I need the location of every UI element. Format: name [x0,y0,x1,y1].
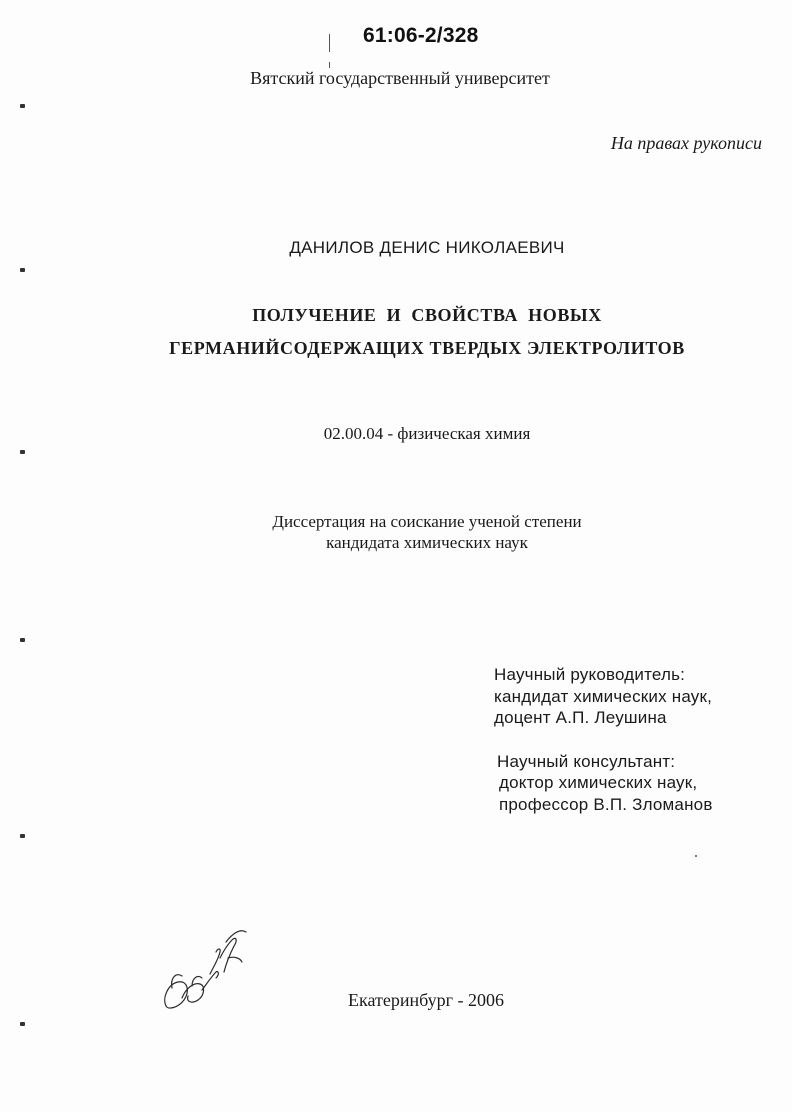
dissertation-title-line-2: ГЕРМАНИЙСОДЕРЖАЩИХ ТВЕРДЫХ ЭЛЕКТРОЛИТОВ [169,338,685,358]
catalog-code: 61:06-2/328 [363,24,479,47]
consultant-name: профессор В.П. Зломанов [499,795,713,814]
margin-dot [20,1022,25,1026]
margin-dot [20,638,25,642]
handwritten-signature-icon [158,918,258,1018]
consultant-heading: Научный консультант: [497,752,676,771]
degree-line-2: кандидата химических наук [326,533,528,552]
margin-dot [20,834,25,838]
supervisor-name: доцент А.П. Леушина [494,708,667,727]
margin-dot [20,104,25,108]
margin-dot [20,450,25,454]
margin-dot [20,268,25,272]
author-name: ДАНИЛОВ ДЕНИС НИКОЛАЕВИЧ [289,238,565,257]
dissertation-title-line-1: ПОЛУЧЕНИЕ И СВОЙСТВА НОВЫХ [252,305,602,325]
supervisor-heading: Научный руководитель: [494,665,686,684]
rights-notice: На правах рукописи [610,133,762,153]
degree-line-1: Диссертация на соискание ученой степени [272,512,582,531]
specialty-code: 02.00.04 - физическая химия [323,424,531,443]
consultant-degree: доктор химических наук, [499,773,698,792]
supervisor-degree: кандидат химических наук, [494,687,713,706]
scan-speck [695,855,697,857]
university-name: Вятский государственный университет [250,68,550,88]
scan-mark [329,34,330,52]
city-and-year: Екатеринбург - 2006 [348,990,504,1010]
